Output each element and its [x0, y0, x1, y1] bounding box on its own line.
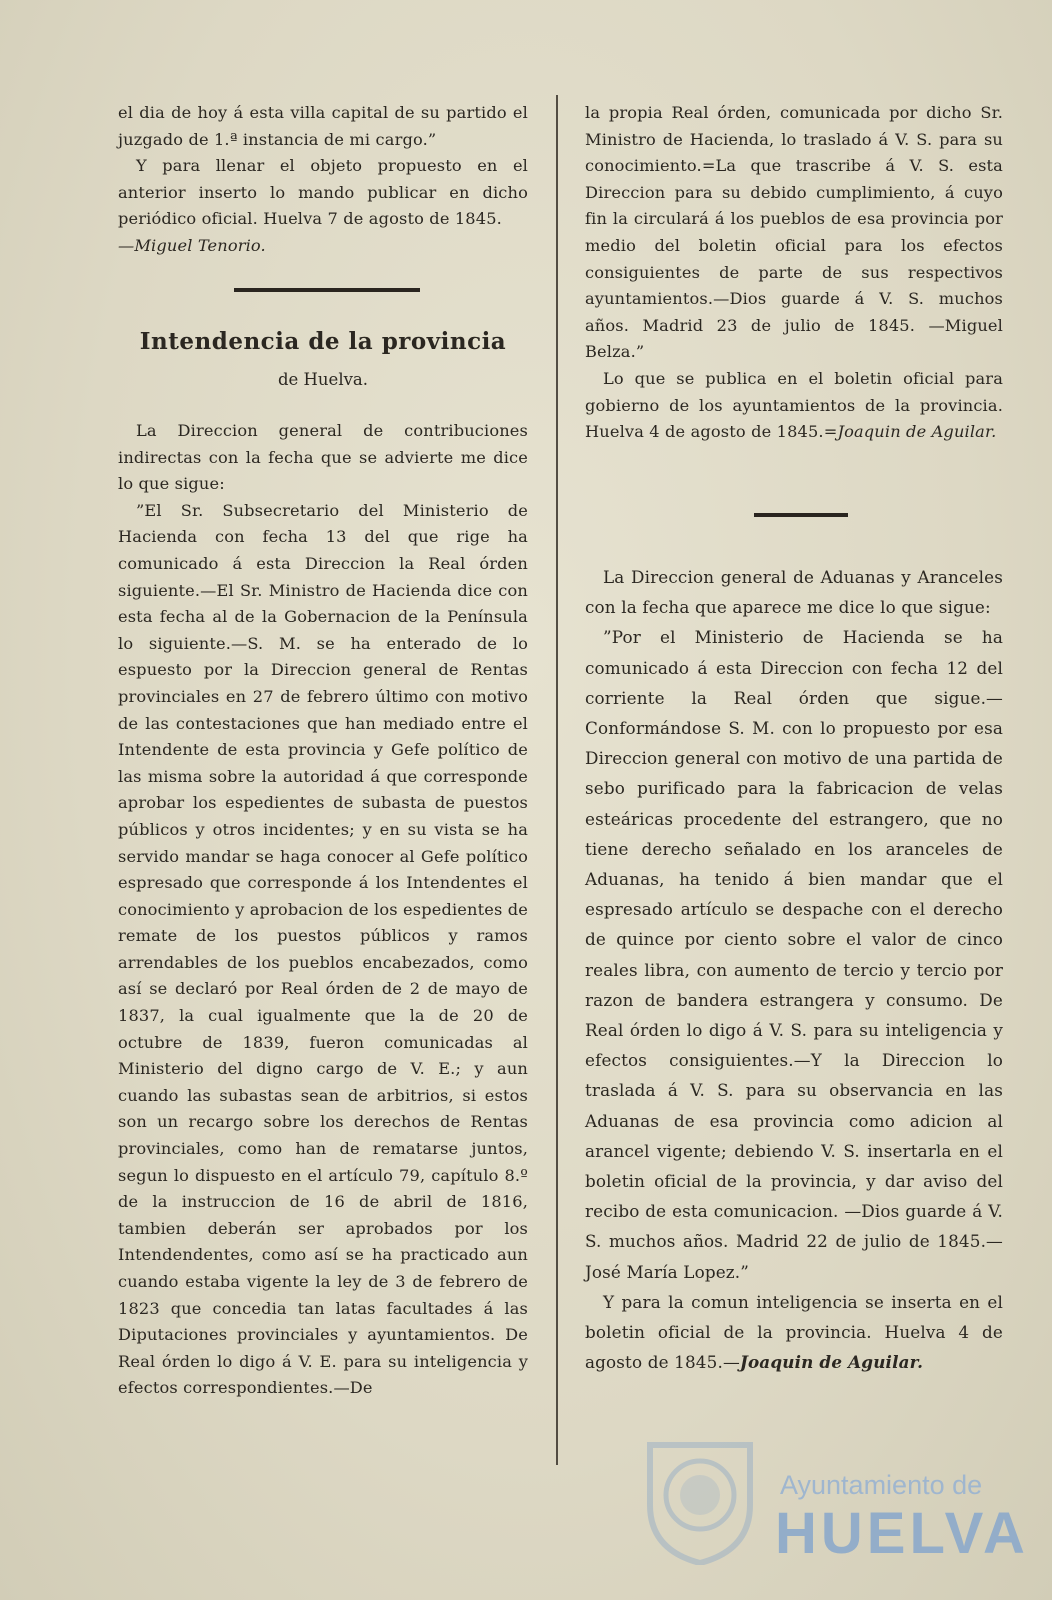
right-column-bottom — [585, 562, 1003, 1377]
right-column-top — [585, 100, 1003, 446]
body-paragraph: La Direccion general de Aduanas y Aranceles con la fecha que aparece me dice lo que sigue: — [585, 567, 1003, 618]
body-paragraph — [585, 1287, 1003, 1378]
intro-signature: —Miguel Tenorio. — [118, 235, 266, 255]
column-divider — [556, 95, 558, 1465]
body-text: Lo que se publica en el boletin oficial para gobierno de los ayuntamientos de la provincia. Huelva 4 de agosto de 1845.= — [585, 368, 1003, 442]
intro-paragraph: Y para llenar el objeto propuesto en el anterior inserto lo mando publicar en dicho periódico oficial. Huelva 7 de agosto de 1845. — [118, 156, 528, 229]
body-paragraph: La Direccion general de contribuciones indirectas con la fecha que se advierte me dice lo que sigue: — [118, 421, 528, 494]
section-subtitle: de Huelva. — [277, 370, 369, 389]
body-paragraph: ”El Sr. Subsecretario del Ministerio de Hacienda con fecha 13 del que rige ha comunicado á esta Direccion la Real órden siguiente.—El Sr. Ministro de Hacienda dice con esta fecha al de la Gobernacion de la Península lo siguiente.—S. M. se ha enterado de lo espuesto por la Direccion general de Rentas provinciales en 27 de febrero último con motivo de las contestaciones que han mediado entre el Intendente de esta provincia y Gefe político de las misma sobre la autoridad á que corresponde aprobar los espedientes de subasta de puestos públicos y otros incidentes; y en su vista se ha servido mandar se haga conocer al Gefe político espresado que corresponde á los Intendentes el conocimiento y aprobacion de los espedientes de remate de los puestos públicos y ramos arrendables de los pueblos encabezados, como así se declaró por Real órden de 2 de mayo de 1837, la cual igualmente que la de 20 de octubre de 1839, fueron comunicadas al Ministerio del digno cargo de V. E.; y aun cuando las subastas sean de arbitrios, si estos son un recargo sobre los derechos de Rentas provinciales, como han de rematarse juntos, segun lo dispuesto en el artículo 79, capítulo 8.º de la instruccion de 16 de abril de 1816, tambien deberán ser aprobados por los Intendendentes, como así se ha practicado aun cuando estaba vigente la ley de 3 de febrero de 1823 que concedia tan latas facultades á las Diputaciones provinciales y ayuntamientos. De Real órden lo digo á V. E. para su inteligencia y efectos correspondientes.—De — [118, 500, 528, 1398]
body-paragraph: la propia Real órden, comunicada por dicho Sr. Ministro de Hacienda, lo traslado á V. S. para su conocimiento.=La que trascribe á V. S. esta Direccion para su debido cumplimiento, á cuyo fin la circulará á los pueblos de esa provincia por medio del boletin oficial para los efectos consiguientes de parte de sus respectivos ayuntamientos.—Dios guarde á V. S. muchos años. Madrid 23 de julio de 1845. —Miguel Belza.” — [585, 103, 1003, 362]
body-text: Y para la comun inteligencia se inserta en el boletin oficial de la provincia. Huelva 4 de agosto de 1845.— — [585, 1291, 1003, 1373]
body-paragraph — [585, 366, 1003, 446]
left-column-body — [118, 418, 528, 1402]
section-divider — [754, 513, 848, 517]
signature: Joaquin de Aguilar. — [739, 1352, 924, 1373]
section-divider — [234, 288, 420, 292]
watermark-line2: HUELVA — [775, 1501, 1029, 1566]
section-title: Intendencia de la provincia — [139, 328, 507, 355]
watermark-line1: Ayuntamiento de — [780, 1470, 983, 1500]
body-paragraph: ”Por el Ministerio de Hacienda se ha comunicado á esta Direccion con fecha 12 del corriente la Real órden que sigue.—Conformándose S. M. con lo propuesto por esa Direccion general con motivo de una partida de sebo purificado para la fabricacion de velas esteáricas procedente del estrangero, que no tiene derecho señalado en los aranceles de Aduanas, ha tenido á bien mandar que el espresado artículo se despache con el derecho de quince por ciento sobre el valor de cinco reales libra, con aumento de tercio y tercio por razon de bandera estrangera y consumo. De Real órden lo digo á V. S. para su inteligencia y efectos consiguientes.—Y la Direccion lo traslada á V. S. para su observancia en las Aduanas de esa provincia como adicion al arancel vigente; debiendo V. S. insertarla en el boletin oficial de la provincia, y dar aviso del recibo de esta comunicacion. —Dios guarde á V. S. muchos años. Madrid 22 de julio de 1845.—José María Lopez.” — [585, 627, 1003, 1282]
signature: Joaquin de Aguilar. — [837, 422, 997, 442]
left-column-intro — [118, 100, 528, 260]
intro-paragraph: el dia de hoy á esta villa capital de su partido el juzgado de 1.ª instancia de mi cargo.” — [118, 103, 528, 149]
